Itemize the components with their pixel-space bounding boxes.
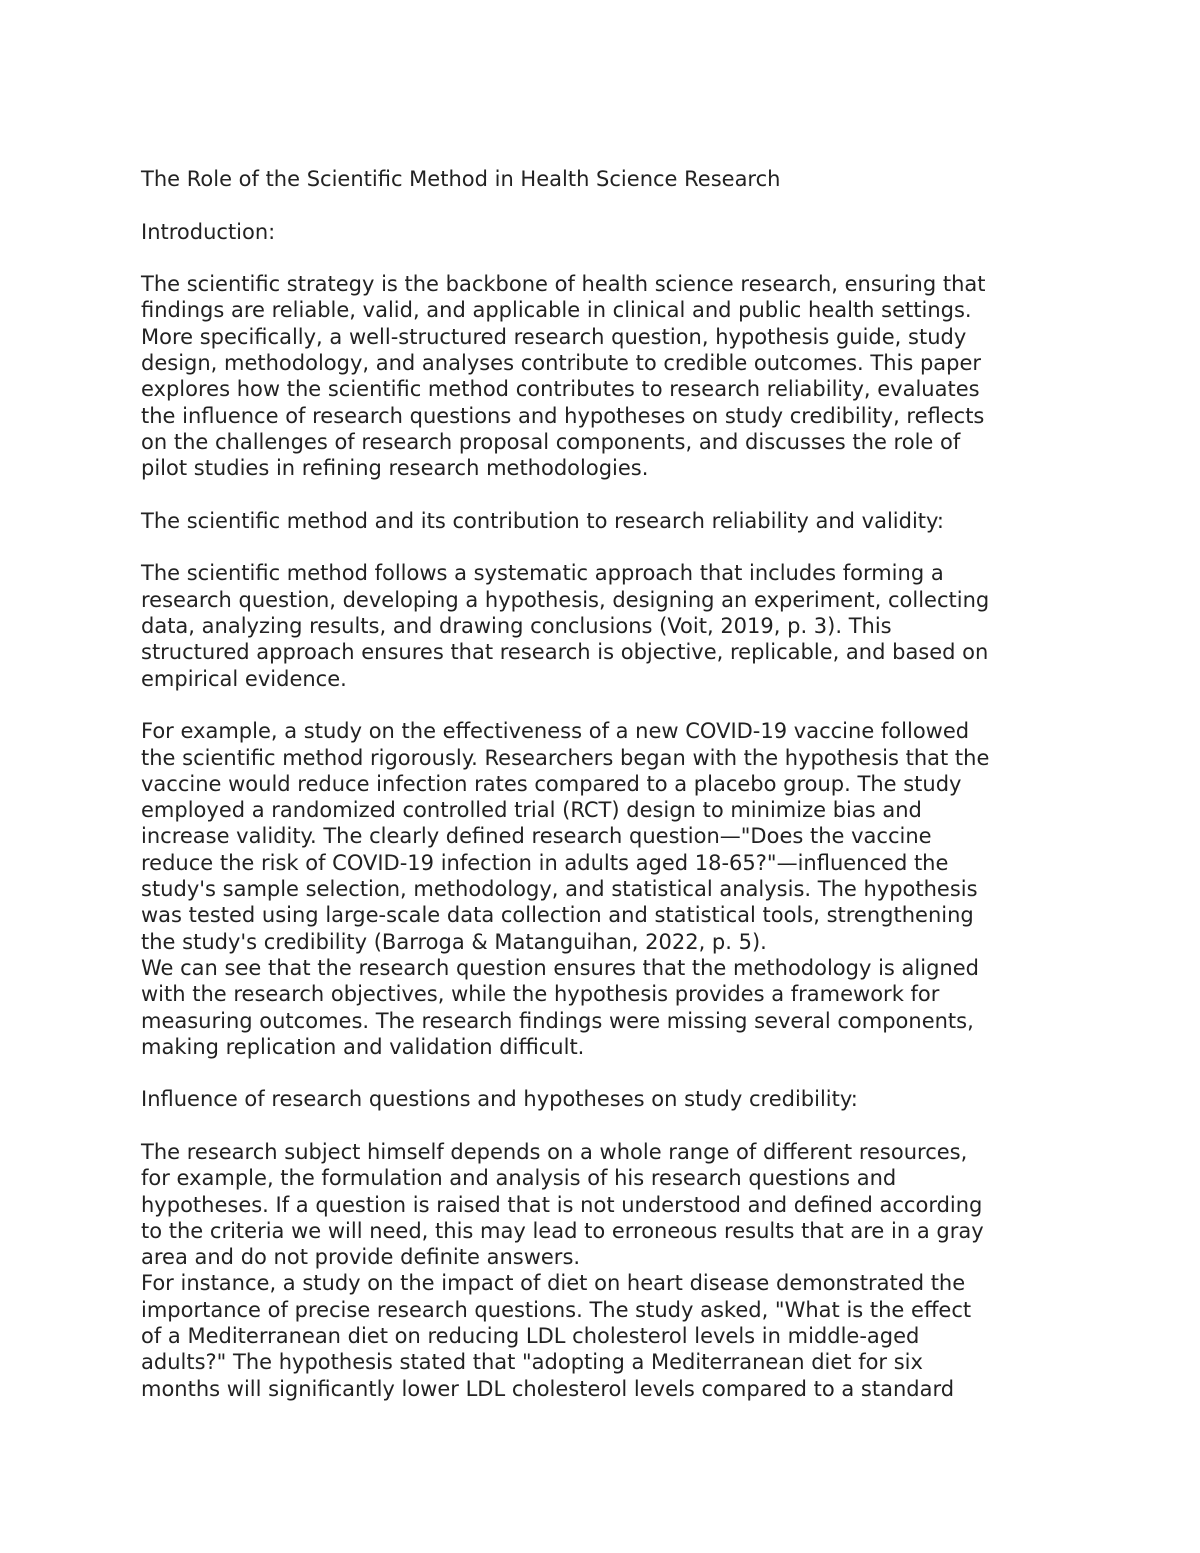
section1-paragraph-2: For example, a study on the effectiveness of a new COVID-19 vaccine followed the scientific method rigorously. Researchers began with the hypothesis that the vaccine would reduce infection rates compared to a placebo group. The study employed a randomized controlled trial (RCT) design to minimize bias and increase validity. The clearly defined research question—"Does the vaccine reduce the risk of COVID-19 infection in adults aged 18-65?"—influenced the study's sample selection, methodology, and statistical analysis. The hypothesis was tested using large-scale data collection and statistical tools, strengthening the study's credibility (Barroga & Matanguihan, 2022, p. 5). xyxy=(141,719,990,954)
intro-heading: Introduction: xyxy=(141,219,276,244)
section1-heading: The scientific method and its contribution to research reliability and validity: xyxy=(141,508,944,533)
section2-heading: Influence of research questions and hypotheses on study credibility: xyxy=(141,1087,858,1112)
document-title: The Role of the Scientific Method in Health Science Research xyxy=(141,167,781,191)
section2-paragraph-1: The research subject himself depends on a whole range of different resources, for example, the formulation and analysis of his research questions and hypotheses. If a question is raised that is not understood and defined according to the criteria we will need, this may lead to erroneous results that are in a gray area and do not provide definite answers. xyxy=(141,1139,984,1270)
document-body xyxy=(141,166,1071,1402)
section2-paragraph-2: For instance, a study on the impact of diet on heart disease demonstrated the importance of precise research questions. The study asked, "What is the effect of a Mediterranean diet on reducing LDL cholesterol levels in middle-aged adults?" The hypothesis stated that "adopting a Mediterranean diet for six months will significantly lower LDL cholesterol levels compared to a standard xyxy=(141,1271,972,1401)
section1-paragraph-3: We can see that the research question ensures that the methodology is aligned with the research objectives, while the hypothesis provides a framework for measuring outcomes. The research findings were missing several components, making replication and validation difficult. xyxy=(141,955,979,1059)
intro-paragraph: The scientific strategy is the backbone of health science research, ensuring that findings are reliable, valid, and applicable in clinical and public health settings. More specifically, a well-structured research question, hypothesis guide, study design, methodology, and analyses contribute to credible outcomes. This paper explores how the scientific method contributes to research reliability, evaluates the influence of research questions and hypotheses on study credibility, reflects on the challenges of research proposal components, and discusses the role of pilot studies in refining research methodologies. xyxy=(141,272,986,481)
section1-paragraph-1: The scientific method follows a systematic approach that includes forming a research question, developing a hypothesis, designing an experiment, collecting data, analyzing results, and drawing conclusions (Voit, 2019, p. 3). This structured approach ensures that research is objective, replicable, and based on empirical evidence. xyxy=(141,561,990,691)
